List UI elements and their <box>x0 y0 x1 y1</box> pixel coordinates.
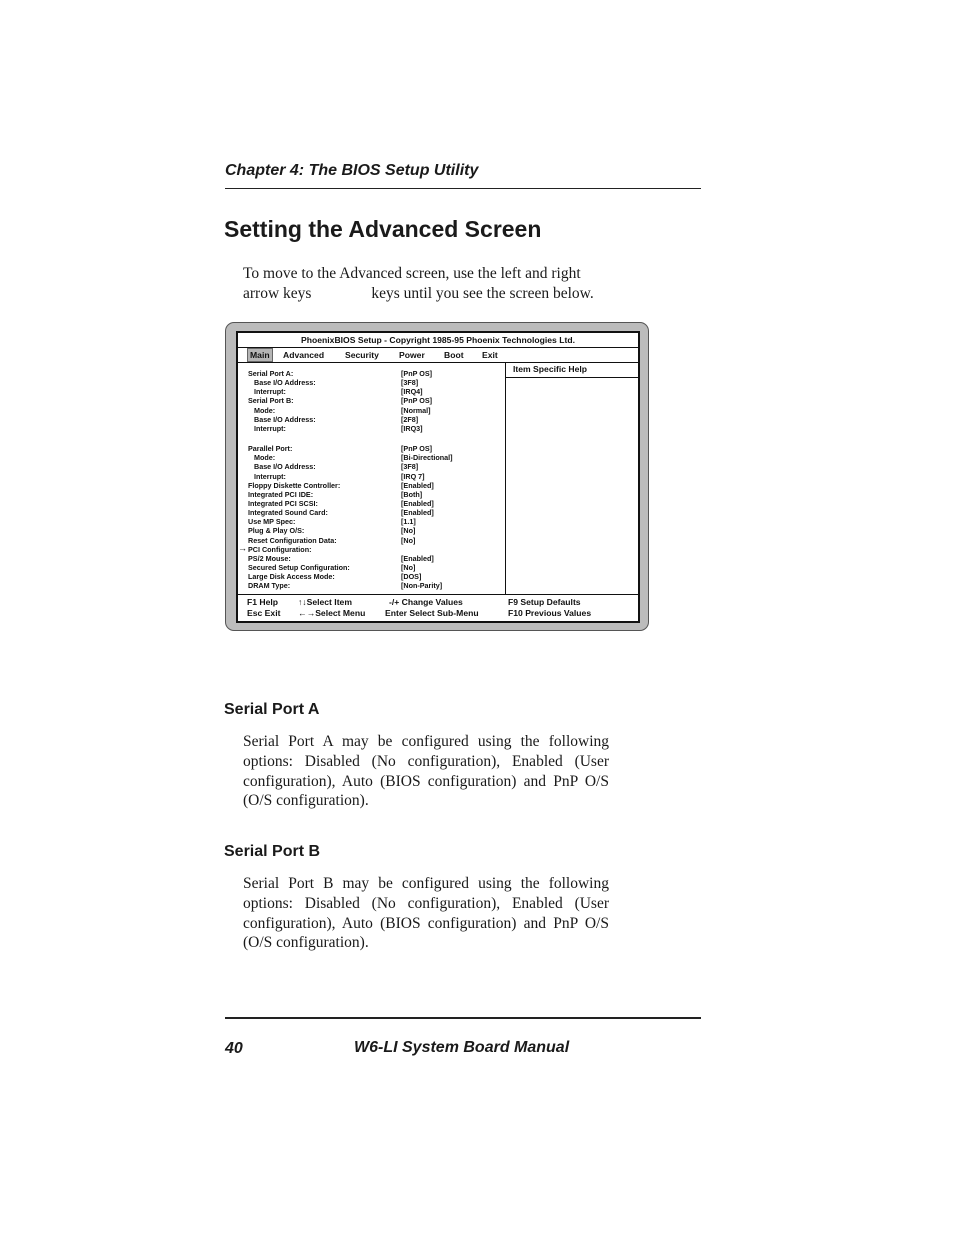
setting-label: Reset Configuration Data: <box>248 535 337 545</box>
setting-label: Integrated PCI SCSI: <box>248 498 318 508</box>
bios-setting-row[interactable] <box>248 499 505 508</box>
serial-port-a-heading: Serial Port A <box>224 701 320 718</box>
setting-value[interactable]: [2F8] <box>401 414 419 424</box>
setting-label: Floppy Diskette Controller: <box>248 480 341 490</box>
setting-value[interactable]: [Enabled] <box>401 553 434 563</box>
bios-setting-row[interactable] <box>248 508 505 517</box>
setting-label: Serial Port B: <box>248 396 294 406</box>
setting-label: Mode: <box>254 453 276 463</box>
intro-text-1: To move to the Advanced screen, use the left and right arrow keys <box>243 265 581 302</box>
bios-setting-row[interactable] <box>248 444 505 453</box>
bios-setting-row[interactable] <box>248 369 505 378</box>
bios-setting-row[interactable] <box>254 406 505 415</box>
setting-value[interactable]: [IRQ4] <box>401 387 423 397</box>
setting-value[interactable]: [PnP OS] <box>401 396 433 406</box>
bios-setting-row[interactable] <box>254 424 505 433</box>
menu-boot[interactable]: Boot <box>444 350 464 360</box>
setting-value[interactable]: [1.1] <box>401 517 416 527</box>
setting-value[interactable]: [Enabled] <box>401 480 434 490</box>
bios-status-bar <box>238 594 638 621</box>
menu-advanced[interactable]: Advanced <box>283 350 325 360</box>
serial-port-a-text: Serial Port A may be configured using the following options: Disabled (No configuration), Enabled (User configuration), Auto (BIOS configuration) and PnP O/S (O/S configuration). <box>243 733 609 810</box>
bios-setting-row[interactable] <box>238 542 505 554</box>
bios-setting-row[interactable] <box>254 387 505 396</box>
header-rule <box>225 188 701 189</box>
setting-value[interactable]: [Enabled] <box>401 498 434 508</box>
status-change-values: -/+ Change Values <box>389 597 463 607</box>
bios-setting-row[interactable] <box>248 581 505 590</box>
setting-value[interactable]: [PnP OS] <box>401 444 433 454</box>
bios-setting-row[interactable] <box>248 536 505 545</box>
status-f9-defaults: F9 Setup Defaults <box>508 597 581 607</box>
help-title: Item Specific Help <box>506 362 638 378</box>
bios-setting-row[interactable] <box>248 563 505 572</box>
bios-setting-row[interactable] <box>248 396 505 405</box>
status-f1-help: F1 Help <box>247 597 279 607</box>
page-number: 40 <box>225 1040 243 1057</box>
bios-setting-row[interactable] <box>248 554 505 563</box>
chapter-header: Chapter 4: The BIOS Setup Utility <box>225 162 479 179</box>
bios-menu-bar <box>238 347 638 363</box>
bios-setting-row[interactable] <box>248 526 505 535</box>
setting-label: Plug & Play O/S: <box>248 526 305 536</box>
footer-rule <box>225 1017 701 1019</box>
setting-value[interactable]: [3F8] <box>401 378 419 388</box>
bios-title: PhoenixBIOS Setup - Copyright 1985-95 Phoenix Technologies Ltd. <box>301 335 575 345</box>
setting-label: Interrupt: <box>254 471 286 481</box>
setting-value[interactable]: [Non-Parity] <box>401 581 443 591</box>
setting-value[interactable]: [IRQ 7] <box>401 471 425 481</box>
section-title: Setting the Advanced Screen <box>224 216 542 242</box>
status-select-menu: ←→Select Menu <box>298 608 366 618</box>
bios-setting-row[interactable] <box>248 481 505 490</box>
setting-label: Parallel Port: <box>248 444 293 454</box>
setting-label: Integrated Sound Card: <box>248 508 328 518</box>
setting-label: Interrupt: <box>254 423 286 433</box>
submenu-arrow-icon: → <box>238 542 247 553</box>
bios-setting-row[interactable] <box>248 490 505 499</box>
setting-value[interactable]: [Both] <box>401 489 423 499</box>
setting-label: Base I/O Address: <box>254 462 316 472</box>
setting-label: Large Disk Access Mode: <box>248 572 335 582</box>
setting-value[interactable]: [No] <box>401 526 416 536</box>
bios-setting-row[interactable] <box>254 462 505 471</box>
bios-screen <box>236 331 640 623</box>
serial-port-b-text: Serial Port B may be configured using the following options: Disabled (No configuration), Enabled (User configuration), Auto (BIOS configuration) and PnP O/S (O/S configuration). <box>243 875 609 952</box>
bios-setting-row[interactable] <box>254 453 505 462</box>
setting-label: PS/2 Mouse: <box>248 553 291 563</box>
intro-text-2: keys until you see the screen below. <box>371 284 594 302</box>
status-esc-exit: Esc Exit <box>247 608 281 618</box>
menu-main[interactable]: Main <box>247 348 273 362</box>
bios-setting-row[interactable] <box>254 378 505 387</box>
bios-setting-row[interactable] <box>254 472 505 481</box>
bios-setting-row[interactable] <box>248 572 505 581</box>
status-select-item: ↑↓Select Item <box>298 597 352 607</box>
menu-exit[interactable]: Exit <box>482 350 498 360</box>
bios-settings-panel <box>238 362 506 594</box>
menu-security[interactable]: Security <box>345 350 379 360</box>
setting-value[interactable]: [No] <box>401 563 416 572</box>
bios-setting-row[interactable] <box>254 415 505 424</box>
setting-label: Interrupt: <box>254 387 286 397</box>
setting-label: Serial Port A: <box>248 369 294 378</box>
setting-value[interactable]: [IRQ3] <box>401 423 423 433</box>
setting-label: Base I/O Address: <box>254 414 316 424</box>
setting-value[interactable]: [Bi-Directional] <box>401 453 453 463</box>
bios-screenshot-frame <box>225 322 649 631</box>
setting-value[interactable]: [3F8] <box>401 462 419 472</box>
setting-label: Use MP Spec: <box>248 517 296 527</box>
setting-value[interactable]: [DOS] <box>401 572 422 582</box>
bios-help-panel <box>506 362 638 594</box>
menu-power[interactable]: Power <box>399 350 425 360</box>
setting-value[interactable]: [Normal] <box>401 405 431 415</box>
bios-setting-row[interactable] <box>248 517 505 526</box>
setting-label: Integrated PCI IDE: <box>248 489 314 499</box>
setting-value[interactable]: [PnP OS] <box>401 369 433 378</box>
setting-value[interactable]: [No] <box>401 535 416 545</box>
serial-port-b-heading: Serial Port B <box>224 843 321 860</box>
setting-label: Mode: <box>254 405 276 415</box>
setting-label: Base I/O Address: <box>254 378 316 388</box>
setting-label: Secured Setup Configuration: <box>248 563 350 572</box>
intro-paragraph <box>243 264 609 304</box>
status-enter-submenu: Enter Select Sub-Menu <box>385 608 479 618</box>
setting-label: PCI Configuration: <box>248 544 312 554</box>
setting-value[interactable]: [Enabled] <box>401 508 434 518</box>
setting-label: DRAM Type: <box>248 581 291 591</box>
manual-title: W6-LI System Board Manual <box>354 1039 570 1056</box>
status-f10-previous: F10 Previous Values <box>508 608 592 618</box>
